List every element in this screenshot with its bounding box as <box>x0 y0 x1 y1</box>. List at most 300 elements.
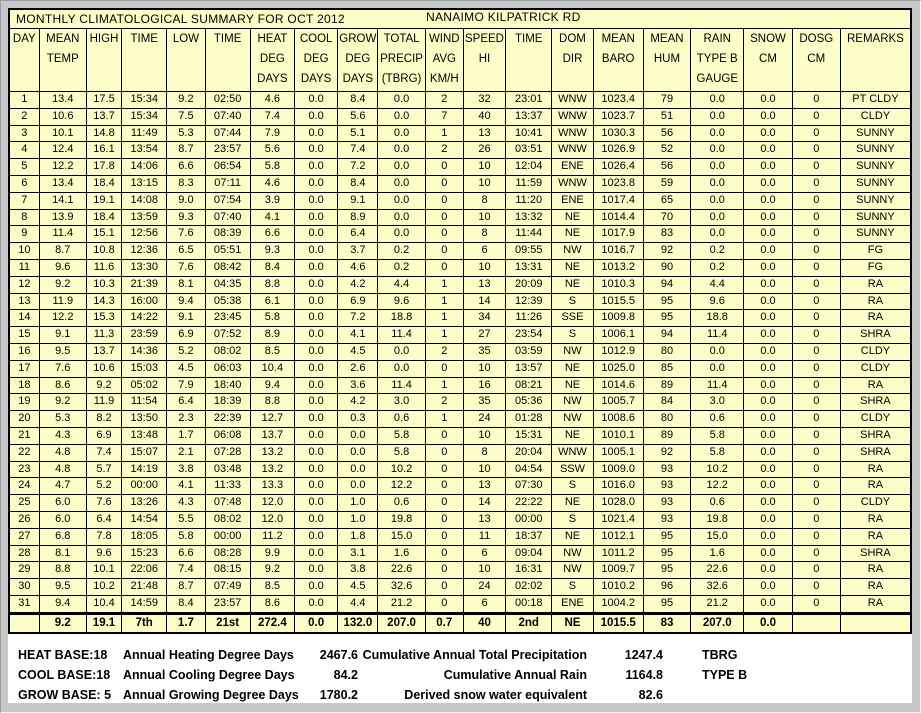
cell-total-precip: 10.2 <box>378 461 425 478</box>
cell-speed-time: 23:54 <box>506 327 552 344</box>
cell-mean-hum: 89 <box>643 427 690 444</box>
cell-low: 5.2 <box>167 343 205 360</box>
cell-low-time: 23:57 <box>205 142 250 159</box>
summary-rain-type-b: 207.0 <box>691 613 744 633</box>
annual-tag: TYPE B <box>702 667 748 682</box>
cell-high-time: 15:07 <box>122 444 167 461</box>
cell-remarks: SHRA <box>840 545 911 562</box>
cell-mean-hum: 95 <box>643 545 690 562</box>
cell-speed-hi: 13 <box>463 511 505 528</box>
cell-rain-type-b: 0.0 <box>691 125 744 142</box>
cell-heat-deg-days: 8.8 <box>250 394 294 411</box>
day-row-27 <box>9 528 911 545</box>
cell-high-time: 12:36 <box>122 243 167 260</box>
cell-grow-deg-days: 0.0 <box>338 478 378 495</box>
cell-low-time: 08:28 <box>205 545 250 562</box>
cell-speed-hi: 10 <box>463 175 505 192</box>
cell-grow-deg-days: 1.0 <box>338 495 378 512</box>
summary-dosg-cm <box>792 613 840 633</box>
cell-rain-type-b: 0.0 <box>691 92 744 109</box>
day-row-23 <box>9 461 911 478</box>
cell-mean-temp: 9.1 <box>39 327 86 344</box>
cell-speed-hi: 10 <box>463 259 505 276</box>
cell-low-time: 07:52 <box>205 327 250 344</box>
column-header-wind-avg: WIND AVG KM/H <box>425 29 463 92</box>
cell-grow-deg-days: 9.1 <box>338 192 378 209</box>
cell-total-precip: 9.6 <box>378 293 425 310</box>
cell-snow-cm: 0.0 <box>744 461 792 478</box>
cell-dom-dir: S <box>552 293 593 310</box>
cell-heat-deg-days: 10.4 <box>250 360 294 377</box>
cell-cool-deg-days: 0.0 <box>295 595 338 613</box>
cell-high-time: 15:23 <box>122 545 167 562</box>
cell-cool-deg-days: 0.0 <box>295 562 338 579</box>
cell-high-time: 12:56 <box>122 226 167 243</box>
column-header-day: DAY <box>9 29 39 92</box>
day-row-9 <box>9 226 911 243</box>
cell-remarks: RA <box>840 377 911 394</box>
cell-wind-avg: 0 <box>425 243 463 260</box>
cell-cool-deg-days: 0.0 <box>295 243 338 260</box>
cell-dosg-cm: 0 <box>792 92 840 109</box>
cell-wind-avg: 0 <box>425 579 463 596</box>
cell-low: 2.1 <box>167 444 205 461</box>
cell-total-precip: 12.2 <box>378 478 425 495</box>
cell-speed-time: 02:02 <box>506 579 552 596</box>
cell-low-time: 08:02 <box>205 511 250 528</box>
cell-high-time: 11:49 <box>122 125 167 142</box>
cell-heat-deg-days: 8.4 <box>250 259 294 276</box>
cell-mean-temp: 12.4 <box>39 142 86 159</box>
cell-mean-hum: 59 <box>643 175 690 192</box>
cell-low: 6.6 <box>167 159 205 176</box>
cell-dosg-cm: 0 <box>792 478 840 495</box>
cell-low-time: 06:54 <box>205 159 250 176</box>
cell-dom-dir: SSE <box>552 310 593 327</box>
cell-dosg-cm: 0 <box>792 310 840 327</box>
cell-low-time: 06:08 <box>205 427 250 444</box>
day-row-1 <box>9 92 911 109</box>
cell-snow-cm: 0.0 <box>744 595 792 613</box>
day-row-26 <box>9 511 911 528</box>
cell-grow-deg-days: 3.8 <box>338 562 378 579</box>
cell-rain-type-b: 4.4 <box>691 276 744 293</box>
cell-cool-deg-days: 0.0 <box>295 377 338 394</box>
cell-speed-time: 10:41 <box>506 125 552 142</box>
cell-snow-cm: 0.0 <box>744 125 792 142</box>
cell-mean-baro: 1021.4 <box>593 511 643 528</box>
column-header-cool-deg-days: COOL DEG DAYS <box>295 29 338 92</box>
cell-mean-hum: 52 <box>643 142 690 159</box>
cell-grow-deg-days: 1.8 <box>338 528 378 545</box>
cell-mean-hum: 65 <box>643 192 690 209</box>
cell-wind-avg: 0 <box>425 209 463 226</box>
cell-dosg-cm: 0 <box>792 511 840 528</box>
cell-speed-time: 13:37 <box>506 108 552 125</box>
cell-total-precip: 0.0 <box>378 92 425 109</box>
cell-high-time: 13:30 <box>122 259 167 276</box>
column-header-rain-type-b: RAIN TYPE B GAUGE <box>691 29 744 92</box>
cell-grow-deg-days: 4.1 <box>338 327 378 344</box>
cell-snow-cm: 0.0 <box>744 226 792 243</box>
cell-grow-deg-days: 5.1 <box>338 125 378 142</box>
title-cell <box>9 9 911 29</box>
cell-speed-time: 03:51 <box>506 142 552 159</box>
cell-high-time: 05:02 <box>122 377 167 394</box>
cell-heat-deg-days: 13.3 <box>250 478 294 495</box>
cell-high-time: 13:48 <box>122 427 167 444</box>
cell-speed-time: 11:20 <box>506 192 552 209</box>
cell-grow-deg-days: 3.1 <box>338 545 378 562</box>
cell-dosg-cm: 0 <box>792 377 840 394</box>
cell-mean-hum: 51 <box>643 108 690 125</box>
cell-mean-hum: 93 <box>643 478 690 495</box>
cell-speed-time: 12:04 <box>506 159 552 176</box>
cell-wind-avg: 0 <box>425 192 463 209</box>
cell-cool-deg-days: 0.0 <box>295 478 338 495</box>
cell-wind-avg: 0 <box>425 159 463 176</box>
summary-cool-deg-days: 0.0 <box>295 613 338 633</box>
cell-speed-time: 13:32 <box>506 209 552 226</box>
cell-rain-type-b: 11.4 <box>691 377 744 394</box>
cell-high-time: 21:39 <box>122 276 167 293</box>
cell-low: 9.1 <box>167 310 205 327</box>
cell-cool-deg-days: 0.0 <box>295 125 338 142</box>
cell-high-time: 00:00 <box>122 478 167 495</box>
cell-low: 5.3 <box>167 125 205 142</box>
summary-mean-temp: 9.2 <box>39 613 86 633</box>
annual-desc: Annual Heating Degree Days <box>123 647 294 662</box>
cell-speed-hi: 8 <box>463 444 505 461</box>
cell-rain-type-b: 0.2 <box>691 259 744 276</box>
cell-grow-deg-days: 5.6 <box>338 108 378 125</box>
annual-summary-row <box>18 665 912 685</box>
cell-heat-deg-days: 7.4 <box>250 108 294 125</box>
cell-total-precip: 0.0 <box>378 226 425 243</box>
cell-heat-deg-days: 8.6 <box>250 595 294 613</box>
cell-low: 1.7 <box>167 427 205 444</box>
day-row-11 <box>9 259 911 276</box>
cell-grow-deg-days: 1.0 <box>338 511 378 528</box>
day-row-4 <box>9 142 911 159</box>
cell-speed-time: 03:59 <box>506 343 552 360</box>
cell-rain-type-b: 15.0 <box>691 528 744 545</box>
cell-grow-deg-days: 6.9 <box>338 293 378 310</box>
cell-grow-deg-days: 0.3 <box>338 411 378 428</box>
cell-mean-temp: 8.8 <box>39 562 86 579</box>
cell-remarks: SUNNY <box>840 175 911 192</box>
summary-low-time: 21st <box>205 613 250 633</box>
cell-mean-baro: 1008.6 <box>593 411 643 428</box>
cell-speed-hi: 35 <box>463 394 505 411</box>
cell-cool-deg-days: 0.0 <box>295 175 338 192</box>
cell-remarks: SHRA <box>840 427 911 444</box>
cell-mean-baro: 1015.5 <box>593 293 643 310</box>
cell-cool-deg-days: 0.0 <box>295 461 338 478</box>
cell-grow-deg-days: 6.4 <box>338 226 378 243</box>
cell-heat-deg-days: 12.0 <box>250 511 294 528</box>
cell-remarks: SUNNY <box>840 159 911 176</box>
cell-dom-dir: NE <box>552 427 593 444</box>
cell-mean-hum: 70 <box>643 209 690 226</box>
cell-dom-dir: WNW <box>552 92 593 109</box>
day-row-29 <box>9 562 911 579</box>
cell-high-time: 22:06 <box>122 562 167 579</box>
cell-day: 1 <box>9 92 39 109</box>
cell-grow-deg-days: 4.5 <box>338 579 378 596</box>
cell-total-precip: 19.8 <box>378 511 425 528</box>
day-row-7 <box>9 192 911 209</box>
cell-high: 18.4 <box>86 209 121 226</box>
cell-speed-time: 04:54 <box>506 461 552 478</box>
cell-total-precip: 0.2 <box>378 243 425 260</box>
cell-grow-deg-days: 0.0 <box>338 444 378 461</box>
cell-mean-baro: 1026.9 <box>593 142 643 159</box>
cell-mean-hum: 94 <box>643 276 690 293</box>
cell-high: 10.1 <box>86 562 121 579</box>
cell-dom-dir: NE <box>552 209 593 226</box>
column-header-heat-deg-days: HEAT DEG DAYS <box>250 29 294 92</box>
cell-low-time: 07:28 <box>205 444 250 461</box>
cell-total-precip: 0.6 <box>378 495 425 512</box>
cell-high: 8.2 <box>86 411 121 428</box>
cell-dosg-cm: 0 <box>792 159 840 176</box>
cell-remarks: RA <box>840 478 911 495</box>
cell-high-time: 14:08 <box>122 192 167 209</box>
cell-high: 10.2 <box>86 579 121 596</box>
cell-snow-cm: 0.0 <box>744 142 792 159</box>
cell-cool-deg-days: 0.0 <box>295 192 338 209</box>
summary-speed-time: 2nd <box>506 613 552 633</box>
cell-snow-cm: 0.0 <box>744 108 792 125</box>
cell-cool-deg-days: 0.0 <box>295 92 338 109</box>
cell-wind-avg: 2 <box>425 394 463 411</box>
cell-snow-cm: 0.0 <box>744 528 792 545</box>
cell-low: 6.6 <box>167 545 205 562</box>
cell-wind-avg: 1 <box>425 327 463 344</box>
cell-total-precip: 0.0 <box>378 159 425 176</box>
summary-grow-deg-days: 132.0 <box>338 613 378 633</box>
cell-grow-deg-days: 4.2 <box>338 394 378 411</box>
cell-day: 29 <box>9 562 39 579</box>
cell-cool-deg-days: 0.0 <box>295 159 338 176</box>
cell-remarks: FG <box>840 243 911 260</box>
cell-low-time: 08:42 <box>205 259 250 276</box>
cell-low: 8.4 <box>167 595 205 613</box>
cell-dosg-cm: 0 <box>792 595 840 613</box>
cell-dosg-cm: 0 <box>792 444 840 461</box>
cell-rain-type-b: 12.2 <box>691 478 744 495</box>
cell-low-time: 07:49 <box>205 579 250 596</box>
cell-speed-time: 20:04 <box>506 444 552 461</box>
cell-mean-baro: 1016.0 <box>593 478 643 495</box>
cell-day: 28 <box>9 545 39 562</box>
cell-cool-deg-days: 0.0 <box>295 327 338 344</box>
cell-day: 11 <box>9 259 39 276</box>
column-header-row <box>9 29 911 92</box>
monthly-summary-row <box>9 613 911 633</box>
report-area <box>8 8 912 703</box>
day-row-15 <box>9 327 911 344</box>
cell-speed-hi: 35 <box>463 343 505 360</box>
day-row-12 <box>9 276 911 293</box>
annual-desc2: Cumulative Annual Rain <box>443 667 587 682</box>
cell-low-time: 23:57 <box>205 595 250 613</box>
summary-snow-cm: 0.0 <box>744 613 792 633</box>
cell-rain-type-b: 5.8 <box>691 427 744 444</box>
cell-speed-time: 23:01 <box>506 92 552 109</box>
cell-heat-deg-days: 8.5 <box>250 579 294 596</box>
annual-value2: 1164.8 <box>625 667 663 682</box>
cell-total-precip: 1.6 <box>378 545 425 562</box>
cell-snow-cm: 0.0 <box>744 360 792 377</box>
cell-speed-hi: 6 <box>463 243 505 260</box>
cell-high: 18.4 <box>86 175 121 192</box>
cell-high: 7.6 <box>86 495 121 512</box>
cell-speed-hi: 24 <box>463 579 505 596</box>
cell-high: 5.2 <box>86 478 121 495</box>
cell-high-time: 14:59 <box>122 595 167 613</box>
cell-high-time: 13:26 <box>122 495 167 512</box>
cell-rain-type-b: 10.2 <box>691 461 744 478</box>
title-row <box>9 9 911 29</box>
cell-speed-time: 18:37 <box>506 528 552 545</box>
cell-dom-dir: S <box>552 579 593 596</box>
cell-wind-avg: 0 <box>425 495 463 512</box>
cell-low-time: 08:02 <box>205 343 250 360</box>
cell-dom-dir: NE <box>552 276 593 293</box>
cell-mean-hum: 79 <box>643 92 690 109</box>
annual-summary-row <box>18 645 912 665</box>
cell-high: 6.9 <box>86 427 121 444</box>
cell-high-time: 15:34 <box>122 108 167 125</box>
annual-base: GROW BASE: 5 <box>18 687 112 702</box>
cell-dom-dir: NE <box>552 377 593 394</box>
cell-remarks: CLDY <box>840 343 911 360</box>
cell-dom-dir: S <box>552 478 593 495</box>
cell-rain-type-b: 11.4 <box>691 327 744 344</box>
cell-mean-baro: 1012.9 <box>593 343 643 360</box>
cell-wind-avg: 0 <box>425 226 463 243</box>
cell-low-time: 22:39 <box>205 411 250 428</box>
cell-wind-avg: 7 <box>425 108 463 125</box>
cell-dosg-cm: 0 <box>792 343 840 360</box>
cell-high: 9.6 <box>86 545 121 562</box>
cell-mean-hum: 56 <box>643 125 690 142</box>
cell-rain-type-b: 0.6 <box>691 411 744 428</box>
cell-high: 14.3 <box>86 293 121 310</box>
cell-total-precip: 0.0 <box>378 142 425 159</box>
summary-remarks <box>840 613 911 633</box>
annual-value2: 1247.4 <box>624 647 663 662</box>
cell-mean-temp: 6.8 <box>39 528 86 545</box>
cell-day: 27 <box>9 528 39 545</box>
cell-rain-type-b: 0.0 <box>691 343 744 360</box>
summary-wind-avg: 0.7 <box>425 613 463 633</box>
cell-heat-deg-days: 6.6 <box>250 226 294 243</box>
cell-day: 8 <box>9 209 39 226</box>
cell-low-time: 07:11 <box>205 175 250 192</box>
cell-dosg-cm: 0 <box>792 175 840 192</box>
cell-low: 4.5 <box>167 360 205 377</box>
cell-mean-baro: 1016.7 <box>593 243 643 260</box>
cell-total-precip: 0.0 <box>378 125 425 142</box>
cell-day: 13 <box>9 293 39 310</box>
column-header-dom-dir: DOM DIR <box>552 29 593 92</box>
cell-low: 9.0 <box>167 192 205 209</box>
cell-heat-deg-days: 4.6 <box>250 92 294 109</box>
cell-mean-temp: 9.5 <box>39 579 86 596</box>
cell-mean-baro: 1004.2 <box>593 595 643 613</box>
cell-total-precip: 0.0 <box>378 209 425 226</box>
cell-cool-deg-days: 0.0 <box>295 444 338 461</box>
cell-rain-type-b: 0.0 <box>691 108 744 125</box>
cell-speed-hi: 10 <box>463 427 505 444</box>
annual-value: 2467.6 <box>319 647 358 662</box>
day-row-10 <box>9 243 911 260</box>
cell-rain-type-b: 32.6 <box>691 579 744 596</box>
day-row-17 <box>9 360 911 377</box>
cell-mean-baro: 1009.8 <box>593 310 643 327</box>
cell-speed-time: 20:09 <box>506 276 552 293</box>
cell-high: 11.9 <box>86 394 121 411</box>
cell-dosg-cm: 0 <box>792 125 840 142</box>
cell-heat-deg-days: 9.3 <box>250 243 294 260</box>
cell-remarks: RA <box>840 293 911 310</box>
annual-summary-section <box>8 634 912 703</box>
cell-mean-baro: 1023.7 <box>593 108 643 125</box>
day-row-14 <box>9 310 911 327</box>
column-header-low-time: TIME <box>205 29 250 92</box>
cell-day: 4 <box>9 142 39 159</box>
cell-dom-dir: NE <box>552 495 593 512</box>
cell-heat-deg-days: 8.5 <box>250 343 294 360</box>
cell-speed-hi: 14 <box>463 495 505 512</box>
cell-high-time: 13:59 <box>122 209 167 226</box>
cell-grow-deg-days: 8.9 <box>338 209 378 226</box>
cell-speed-hi: 26 <box>463 142 505 159</box>
cell-mean-baro: 1014.6 <box>593 377 643 394</box>
cell-mean-temp: 12.2 <box>39 159 86 176</box>
day-row-30 <box>9 579 911 596</box>
cell-low: 5.8 <box>167 528 205 545</box>
cell-high: 10.4 <box>86 595 121 613</box>
cell-speed-time: 22:22 <box>506 495 552 512</box>
cell-mean-hum: 95 <box>643 528 690 545</box>
cell-snow-cm: 0.0 <box>744 243 792 260</box>
cell-remarks: RA <box>840 562 911 579</box>
cell-wind-avg: 1 <box>425 411 463 428</box>
cell-speed-time: 13:57 <box>506 360 552 377</box>
cell-rain-type-b: 19.8 <box>691 511 744 528</box>
cell-speed-time: 09:55 <box>506 243 552 260</box>
cell-mean-baro: 1009.0 <box>593 461 643 478</box>
cell-day: 17 <box>9 360 39 377</box>
cell-mean-temp: 13.4 <box>39 92 86 109</box>
cell-dosg-cm: 0 <box>792 545 840 562</box>
cell-rain-type-b: 18.8 <box>691 310 744 327</box>
cell-remarks: RA <box>840 276 911 293</box>
cell-mean-hum: 92 <box>643 243 690 260</box>
cell-remarks: CLDY <box>840 108 911 125</box>
cell-low-time: 11:33 <box>205 478 250 495</box>
day-row-6 <box>9 175 911 192</box>
cell-high-time: 13:50 <box>122 411 167 428</box>
cell-snow-cm: 0.0 <box>744 259 792 276</box>
cell-speed-time: 11:44 <box>506 226 552 243</box>
cell-day: 31 <box>9 595 39 613</box>
cell-low-time: 05:38 <box>205 293 250 310</box>
